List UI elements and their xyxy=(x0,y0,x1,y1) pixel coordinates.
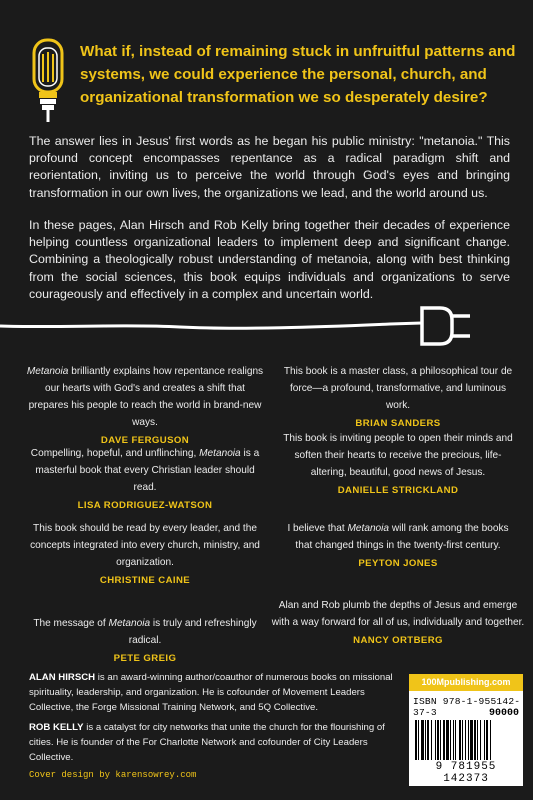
endorsement-author: LISA RODRIGUEZ-WATSON xyxy=(77,500,213,511)
headline: What if, instead of remaining stuck in unfruitful patterns and systems, we could experience the personal, church, and organizational transformation we so desperately desire? xyxy=(80,43,516,106)
endorsement-author: PETE GREIG xyxy=(113,653,177,664)
isbn-number: ISBN 978-1-955142-37-3 xyxy=(413,696,521,718)
endorsement-danielle-strickland: This book is inviting people to open their minds and soften their hearts to receive the precious, life-altering, beautiful, good news of Jesus. DANIELLE STRICKLAND xyxy=(278,430,518,499)
cover-design-credit: Cover design by karensowrey.com xyxy=(29,770,197,780)
plug-cord-icon xyxy=(0,300,533,350)
light-bulb-icon xyxy=(28,38,68,122)
endorsement-author: PEYTON JONES xyxy=(358,558,438,569)
bio-alan-hirsch: ALAN HIRSCH is an award-winning author/coauthor of numerous books on missional spirituality, leadership, and organization. He is cofounder of Movement Leaders Collective, the Forge Missional Training Network, and 5Q Collective. xyxy=(29,672,393,713)
endorsement-dave-ferguson: Metanoia brilliantly explains how repentance realigns our hearts with God's and creates a shift that prepares his people to reach the world in brand-new ways. DAVE FERGUSON xyxy=(25,363,265,449)
endorsement-nancy-ortberg: Alan and Rob plumb the depths of Jesus and emerge with a way forward for all of us, individually and together. NANCY ORTBERG xyxy=(270,597,526,649)
endorsement-author: DAVE FERGUSON xyxy=(100,435,190,446)
endorsement-peyton-jones: I believe that Metanoia will rank among the books that changed things in the twenty-first century. PEYTON JONES xyxy=(278,520,518,572)
description-paragraph-1: The answer lies in Jesus' first words as he began his public ministry: "metanoia." This profound concept encompasses repentance as a radical paradigm shift and reorientation, inviting us to perceive the world through God's eyes and bringing transformation in our own lives, the organizations we lead, and the world around us. xyxy=(29,134,510,200)
endorsement-pete-greig: The message of Metanoia is truly and refreshingly radical. PETE GREIG xyxy=(25,615,265,667)
endorsement-author: CHRISTINE CAINE xyxy=(99,575,191,586)
publisher-url: 100Mpublishing.com xyxy=(409,674,523,691)
endorsement-christine-caine: This book should be read by every leader, and the concepts integrated into every church, ministry, and organization. CHRISTINE CAINE xyxy=(25,520,265,589)
price-code: 90000 xyxy=(488,708,519,719)
bio-name: ROB KELLY xyxy=(29,722,84,733)
bio-rob-kelly: ROB KELLY is a catalyst for city networks that unite the church for the flourishing of cities. He is founder of the For Charlotte Network and cofounder of City Leaders Collective. xyxy=(29,722,385,763)
endorsement-brian-sanders: This book is a master class, a philosophical tour de force—a profound, transformative, and luminous work. BRIAN SANDERS xyxy=(278,363,518,432)
bio-name: ALAN HIRSCH xyxy=(29,672,96,683)
endorsement-lisa-rodriguez-watson: Compelling, hopeful, and unflinching, Metanoia is a masterful book that every Christian leader should read. LISA RODRIGUEZ-WATSON xyxy=(25,445,265,514)
endorsement-author: DANIELLE STRICKLAND xyxy=(337,485,459,496)
barcode-number: 9 781955 142373 xyxy=(435,761,497,785)
endorsement-author: NANCY ORTBERG xyxy=(353,635,443,646)
isbn-barcode xyxy=(409,674,523,786)
endorsement-author: BRIAN SANDERS xyxy=(355,418,441,429)
description-paragraph-2: In these pages, Alan Hirsch and Rob Kelly bring together their decades of experience helping countless organizational leaders to implement deep and significant change. Combining a theologically robust understanding of metanoia, along with best thinking from the social sciences, this book equips individuals and organizations to serve courageously and effectively in a complex and uncertain world. xyxy=(29,218,510,301)
